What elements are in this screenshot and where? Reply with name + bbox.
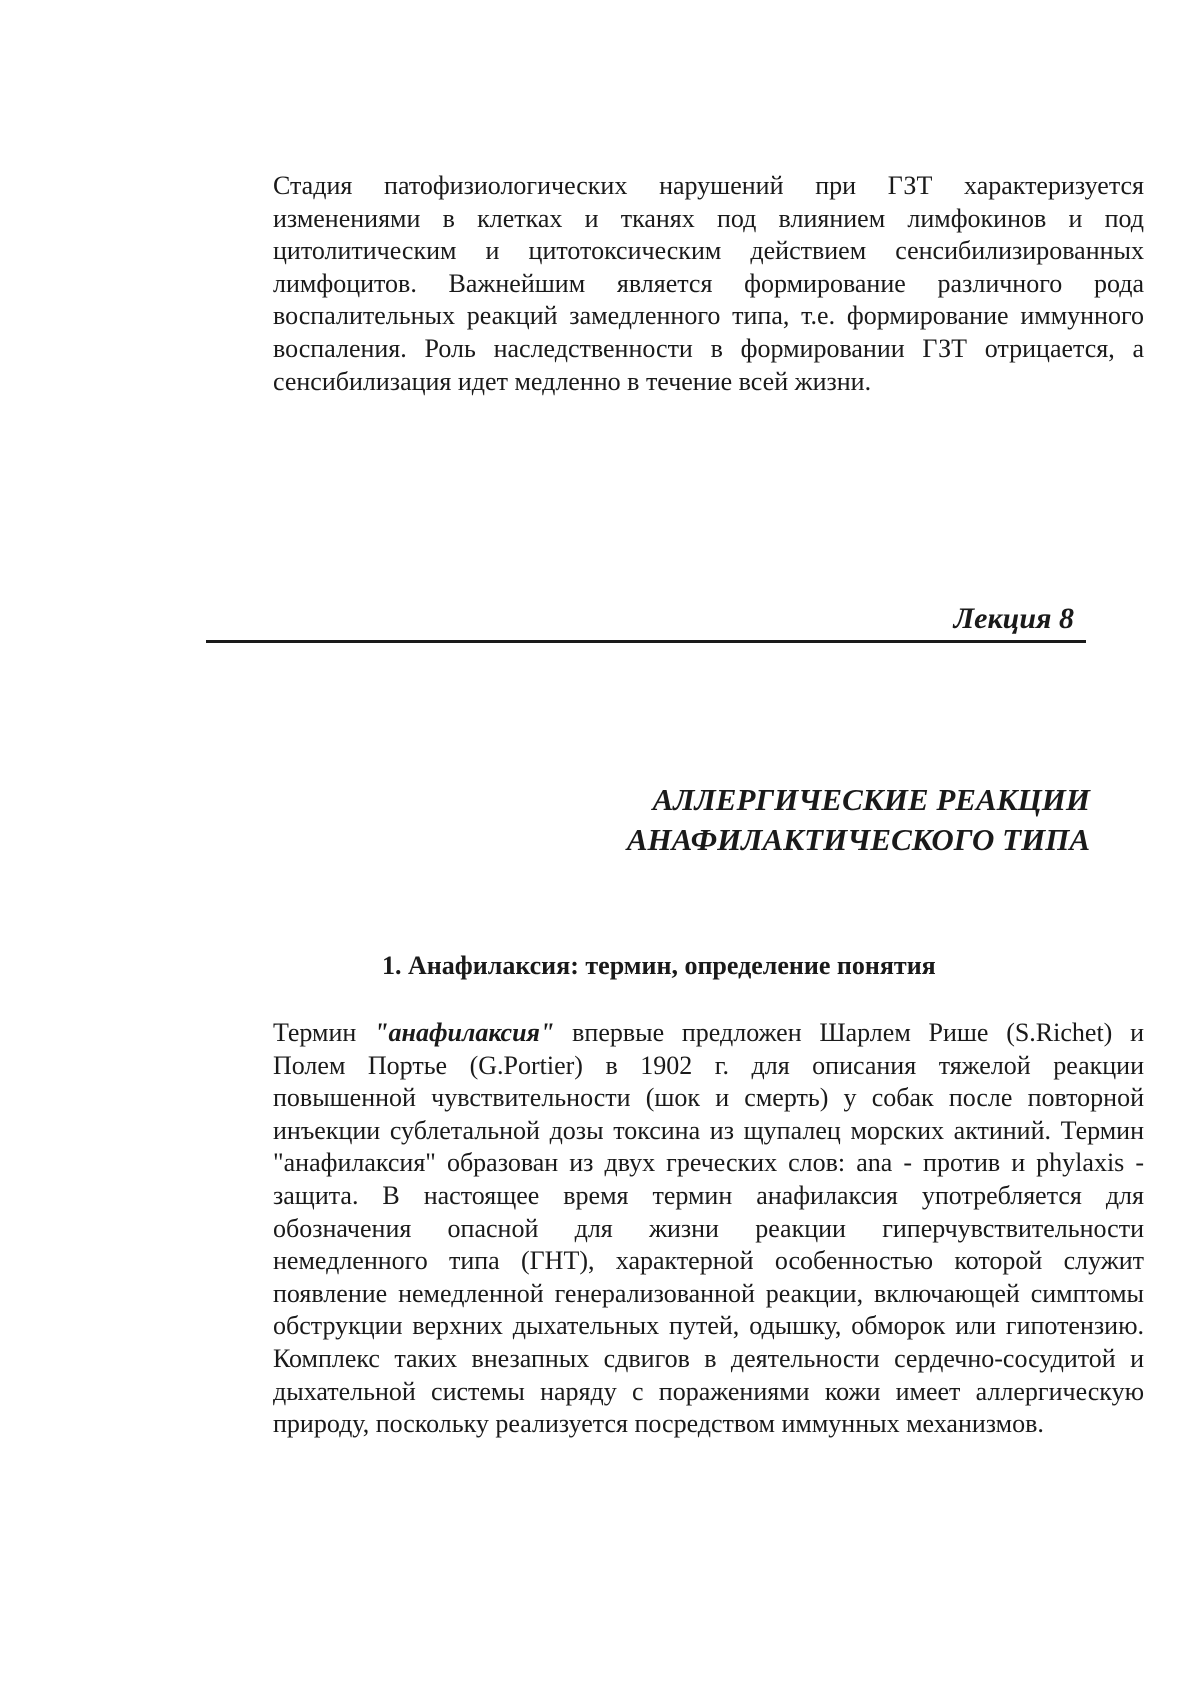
chapter-title-line-1: АЛЛЕРГИЧЕСКИЕ РЕАКЦИИ (652, 782, 1090, 817)
lecture-divider (206, 640, 1086, 643)
continuation-paragraph (217, 170, 1144, 398)
section-heading: 1. Анафилаксия: термин, определение понятия (382, 951, 936, 980)
emphasized-term: "анафилаксия" (374, 1018, 555, 1047)
lecture-label: Лекция 8 (953, 602, 1074, 635)
chapter-title (627, 780, 1090, 860)
chapter-title-line-2: АНАФИЛАКТИЧЕСКОГО ТИПА (626, 822, 1090, 857)
section-paragraph (217, 1017, 1144, 1441)
section-paragraph-start: Термин (273, 1018, 375, 1047)
continuation-text: Стадия патофизиологических нарушений при ГЗТ характеризуется изменениями в клетках и тканях под влиянием лимфокинов и под цитолитическим и цитотоксическим действием сенсибилизированных лимфоцитов. Важнейшим является формирование различного рода воспалительных реакций замедленного типа, т.е. формирование иммунного воспаления. Роль наследственности в формировании ГЗТ отрицается, а сенсибилизация идет медленно в течение всей жизни. (273, 171, 1144, 396)
section-paragraph-rest: впервые предложен Шарлем Рише (S.Richet) и Полем Портье (G.Portier) в 1902 г. для описания тяжелой реакции повышенной чувствительности (шок и смерть) у собак после повторной инъекции сублетальной дозы токсина из щупалец морских актиний. Термин "анафилаксия" образован из двух греческих слов: ana - против и phylaxis - защита. В настоящее время термин анафилаксия употребляется для обозначения опасной для жизни реакции гиперчувствительности немедленного типа (ГНТ), характерной особенностью которой служит появление немедленной генерализованной реакции, включающей симптомы обструкции верхних дыхательных путей, одышку, обморок или гипотензию. Комплекс таких внезапных сдвигов в деятельности сердечно-сосудитой и дыхательной системы наряду с поражениями кожи имеет аллергическую природу, поскольку реализуется посредством иммунных механизмов. (273, 1018, 1144, 1439)
